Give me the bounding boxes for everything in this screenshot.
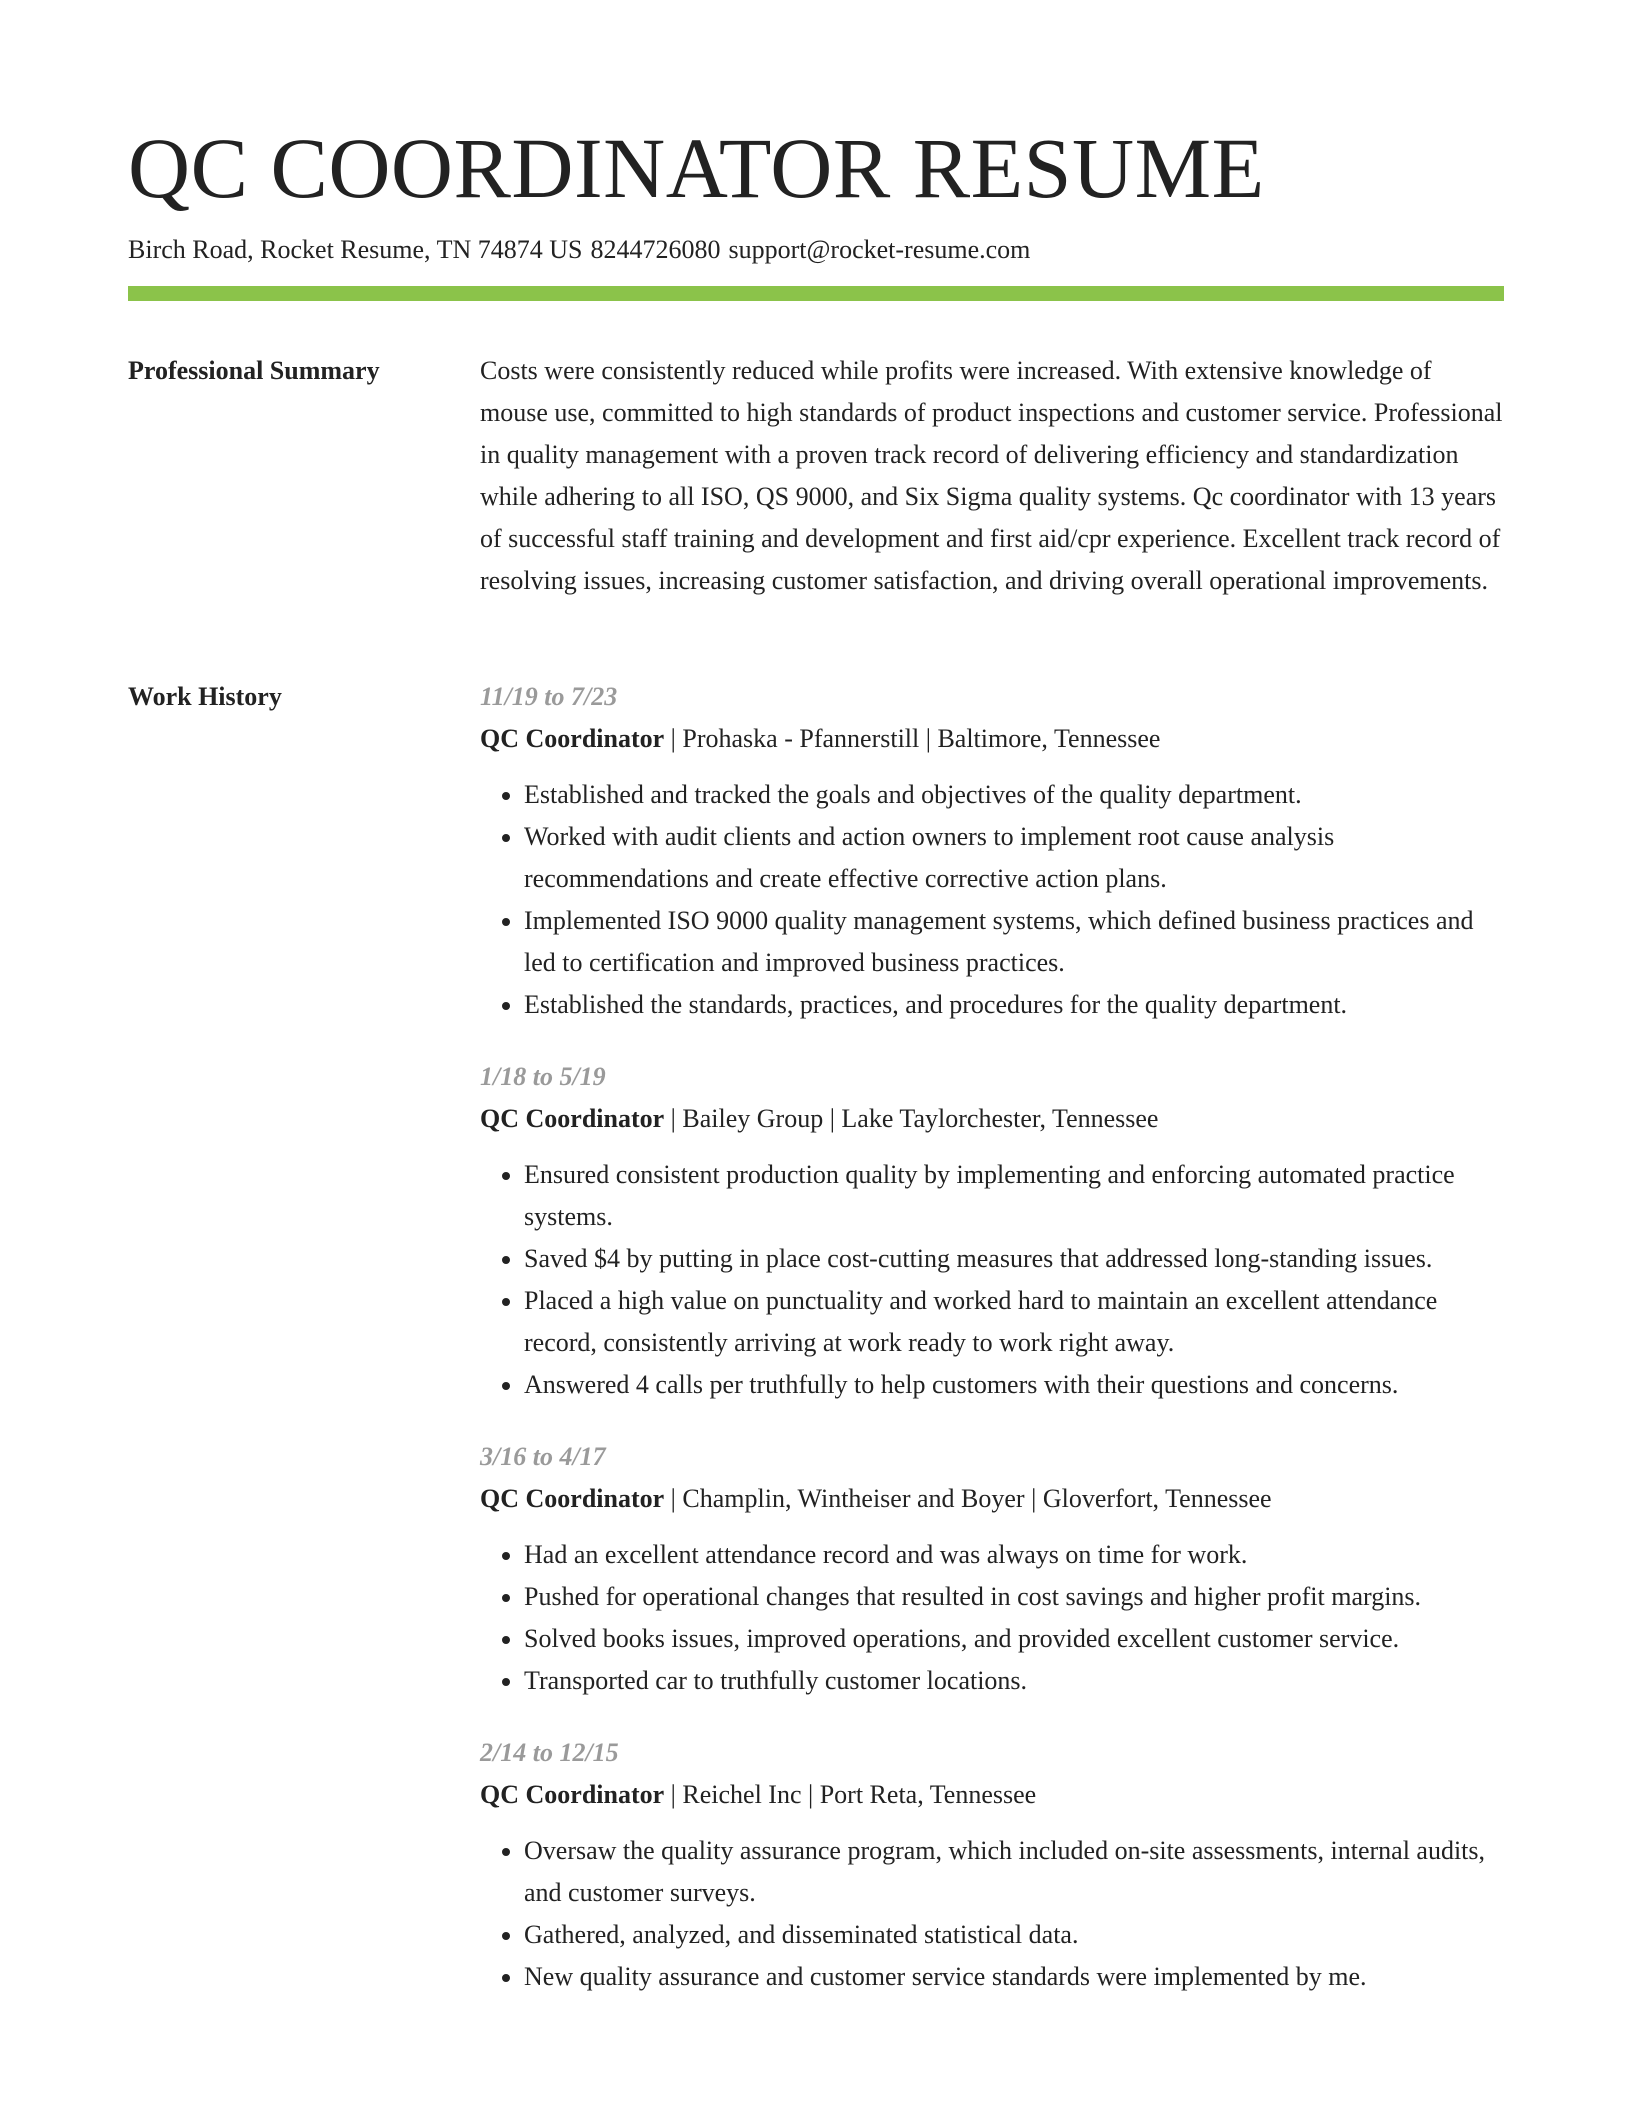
job-dates: 1/18 to 5/19 (480, 1062, 606, 1091)
job-heading (480, 718, 1504, 760)
job-heading (480, 1478, 1504, 1520)
job-heading (480, 1774, 1504, 1816)
job-bullet: • Saved $4 by putting in place cost-cutting measures that addressed long-standing issues. (524, 1238, 1504, 1280)
job-bullet: • Established and tracked the goals and objectives of the quality department. (524, 774, 1504, 816)
job-bullets (480, 1534, 1504, 1702)
contact-line (128, 232, 1038, 268)
job-bullets (480, 1830, 1504, 1998)
separator: | (1031, 1484, 1037, 1513)
job-bullet: • Pushed for operational changes that resulted in cost savings and higher profit margins. (524, 1576, 1504, 1618)
job-heading (480, 1098, 1504, 1140)
job-entry (480, 676, 1504, 1026)
job-bullet: • Worked with audit clients and action owners to implement root cause analysis recommendations and create effective corrective action plans. (524, 816, 1504, 900)
job-company: Champlin, Wintheiser and Boyer (682, 1484, 1025, 1513)
separator: | (670, 1780, 676, 1809)
job-company: Prohaska - Pfannerstill (682, 724, 920, 753)
job-entry (480, 1436, 1504, 1702)
separator: | (670, 724, 676, 753)
separator: | (670, 1484, 676, 1513)
job-entry (480, 1732, 1504, 1998)
job-bullet: • Had an excellent attendance record and was always on time for work. (524, 1534, 1504, 1576)
job-bullet: • Gathered, analyzed, and disseminated statistical data. (524, 1914, 1504, 1956)
job-dates: 3/16 to 4/17 (480, 1442, 606, 1471)
contact-address: Birch Road, Rocket Resume, TN 74874 US (128, 235, 583, 264)
job-location: Baltimore, Tennessee (937, 724, 1161, 753)
separator: | (808, 1780, 814, 1809)
summary-section (480, 350, 1504, 602)
job-bullet: • Answered 4 calls per truthfully to help customers with their questions and concerns. (524, 1364, 1504, 1406)
summary-text: Costs were consistently reduced while profits were increased. With extensive knowledge of mouse use, committed to high standards of product inspections and customer service. Professional in quality management with a proven track record of delivering efficiency and standardization while adhering to all ISO, QS 9000, and Six Sigma quality systems. Qc coordinator with 13 years of successful staff training and development and first aid/cpr experience. Excellent track record of resolving issues, increasing customer satisfaction, and driving overall operational improvements. (480, 356, 1503, 595)
job-bullets (480, 1154, 1504, 1406)
contact-email: support@rocket-resume.com (728, 235, 1031, 264)
job-location: Gloverfort, Tennessee (1042, 1484, 1272, 1513)
job-dates: 2/14 to 12/15 (480, 1738, 619, 1767)
header-divider (128, 286, 1504, 301)
job-dates: 11/19 to 7/23 (480, 682, 618, 711)
separator: | (829, 1104, 835, 1133)
job-title: QC Coordinator (480, 1780, 665, 1809)
job-bullet: • Implemented ISO 9000 quality management systems, which defined business practices and led to certification and improved business practices. (524, 900, 1504, 984)
contact-phone: 8244726080 (590, 235, 721, 264)
job-bullet: • Oversaw the quality assurance program, which included on-site assessments, internal audits, and customer surveys. (524, 1830, 1504, 1914)
work-history-label: Work History (128, 682, 282, 711)
work-history-section (480, 676, 1504, 2028)
job-bullet: • Placed a high value on punctuality and worked hard to maintain an excellent attendance record, consistently arriving at work ready to work right away. (524, 1280, 1504, 1364)
summary-label: Professional Summary (128, 356, 380, 385)
job-bullet: • Solved books issues, improved operations, and provided excellent customer service. (524, 1618, 1504, 1660)
separator: | (925, 724, 931, 753)
job-title: QC Coordinator (480, 1484, 665, 1513)
job-bullet: • Ensured consistent production quality by implementing and enforcing automated practice systems. (524, 1154, 1504, 1238)
job-bullets (480, 774, 1504, 1026)
job-company: Bailey Group (682, 1104, 824, 1133)
job-bullet: • Transported car to truthfully customer locations. (524, 1660, 1504, 1702)
job-bullet: • Established the standards, practices, and procedures for the quality department. (524, 984, 1504, 1026)
job-company: Reichel Inc (682, 1780, 802, 1809)
separator: | (670, 1104, 676, 1133)
job-location: Lake Taylorchester, Tennessee (841, 1104, 1159, 1133)
job-location: Port Reta, Tennessee (819, 1780, 1037, 1809)
job-entry (480, 1056, 1504, 1406)
resume-title: QC COORDINATOR RESUME (128, 120, 1265, 216)
job-title: QC Coordinator (480, 1104, 665, 1133)
job-bullet: • New quality assurance and customer service standards were implemented by me. (524, 1956, 1504, 1998)
job-title: QC Coordinator (480, 724, 665, 753)
